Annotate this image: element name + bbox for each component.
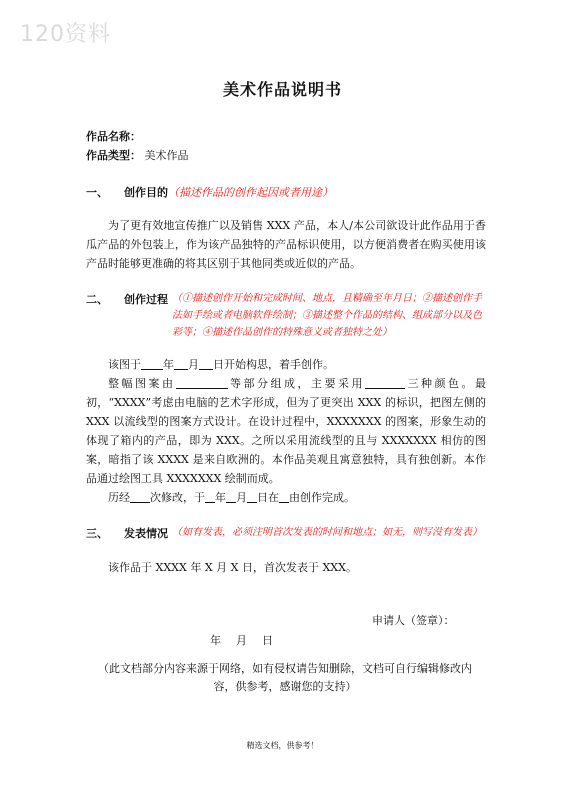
text-fragment: 年: [215, 491, 226, 504]
text-fragment: 日开始构思，着手创作。: [213, 358, 334, 371]
blank-line: [226, 490, 236, 503]
section-1-paragraph: 为了更有效地宣传推广以及销售 XXX 产品，本人/本公司欲设计此作品用于香瓜产品的外包装上，作为该产品独特的产品标识使用，以方便消费者在购买使用该产品时能够更准确的将其区别于其他同类或近似的产品。: [86, 219, 486, 270]
blank-line: [199, 357, 213, 370]
section-3-number: 三、: [86, 527, 108, 540]
blank-line: [365, 376, 405, 389]
text-fragment: 该图于: [108, 358, 141, 371]
section-3-hint: （如有发表，必须注明首次发表的时间和地点；如无，则写没有发表）: [172, 527, 482, 538]
section-1-title: 创作目的: [124, 186, 168, 199]
work-type-label: 作品类型：: [86, 149, 141, 162]
blank-line: [247, 490, 257, 503]
blank-line: [141, 357, 163, 370]
work-type-row: [86, 147, 189, 163]
section-1-number: 一、: [86, 186, 108, 199]
section-1-heading: [86, 184, 333, 200]
section-2-heading: [86, 291, 168, 307]
text-fragment: 等部分组成，主要采用: [227, 377, 365, 390]
text-fragment: 日在: [257, 491, 279, 504]
work-name-label: 作品名称：: [86, 130, 141, 143]
text-fragment: 历经: [108, 491, 130, 504]
work-type-value: 美术作品: [144, 149, 189, 162]
section-1-hint: （描述作品的创作起因或者用途）: [168, 186, 333, 199]
text-fragment: 月: [188, 358, 199, 371]
section-3-paragraph: 该作品于 XXXX 年 X 月 X 日，首次发表于 XXX。: [108, 561, 357, 574]
page-footer: 精选文档，供参考！: [246, 741, 319, 750]
section-2-body: [86, 355, 486, 507]
text-fragment: 次修改，于: [150, 491, 205, 504]
blank-line: [205, 490, 215, 503]
text-fragment: 由创作完成。: [289, 491, 355, 504]
section-3-body: [86, 558, 486, 577]
disclaimer: （此文档部分内容来源于网络，如有侵权请告知删除，文档可自行编辑修改内容，供参考，感谢您的支持）: [98, 662, 472, 693]
section-1-body: [86, 216, 486, 273]
text-fragment: 整幅图案由: [108, 377, 176, 390]
text-fragment: 年: [163, 358, 174, 371]
section-3-title: 发表情况: [124, 527, 168, 540]
document-title: 美术作品说明书: [222, 80, 342, 99]
section-2-title: 创作过程: [124, 293, 168, 306]
section-2-number: 二、: [86, 293, 108, 306]
text-fragment: 三种颜色。最初，“XXXX”考虑由电脑的艺术字形成，但为了更突出 XXX 的标识，把图左侧的 XXX 以流线型的图案方式设计。在设计过程中，XXXXXXX 的图案，形象生动的体现了箱内的产品，即为 XXX。之所以采用流线型的且与 XXXXXXX 相仿的图案，暗指了该 XXXX 是来自欧洲的。本作品美观且寓意独特，具有独创新。本作品通过绘图工具 XXXXXXX 绘制而成。: [86, 377, 486, 485]
watermark: 120资料: [20, 22, 111, 47]
blank-line: [130, 490, 150, 503]
paragraph-design-description: [86, 374, 486, 488]
paragraph-completion: [86, 488, 486, 507]
applicant-signature-label: 申请人（签章）：: [372, 614, 455, 627]
signature-date: 年 月 日: [210, 634, 275, 647]
section-2-hint: （①描述创作开始和完成时间、地点，且精确至年月日；②描述创作手法如手绘或者电脑软件绘制；③描述整个作品的结构、组成部分以及色彩等；④描述作品创作的特殊意义或者独特之处）: [172, 293, 482, 338]
blank-line: [279, 490, 289, 503]
blank-line: [176, 376, 228, 389]
blank-line: [174, 357, 188, 370]
paragraph-start-date: [86, 355, 486, 374]
section-3-heading: [86, 525, 168, 541]
text-fragment: 月: [236, 491, 247, 504]
